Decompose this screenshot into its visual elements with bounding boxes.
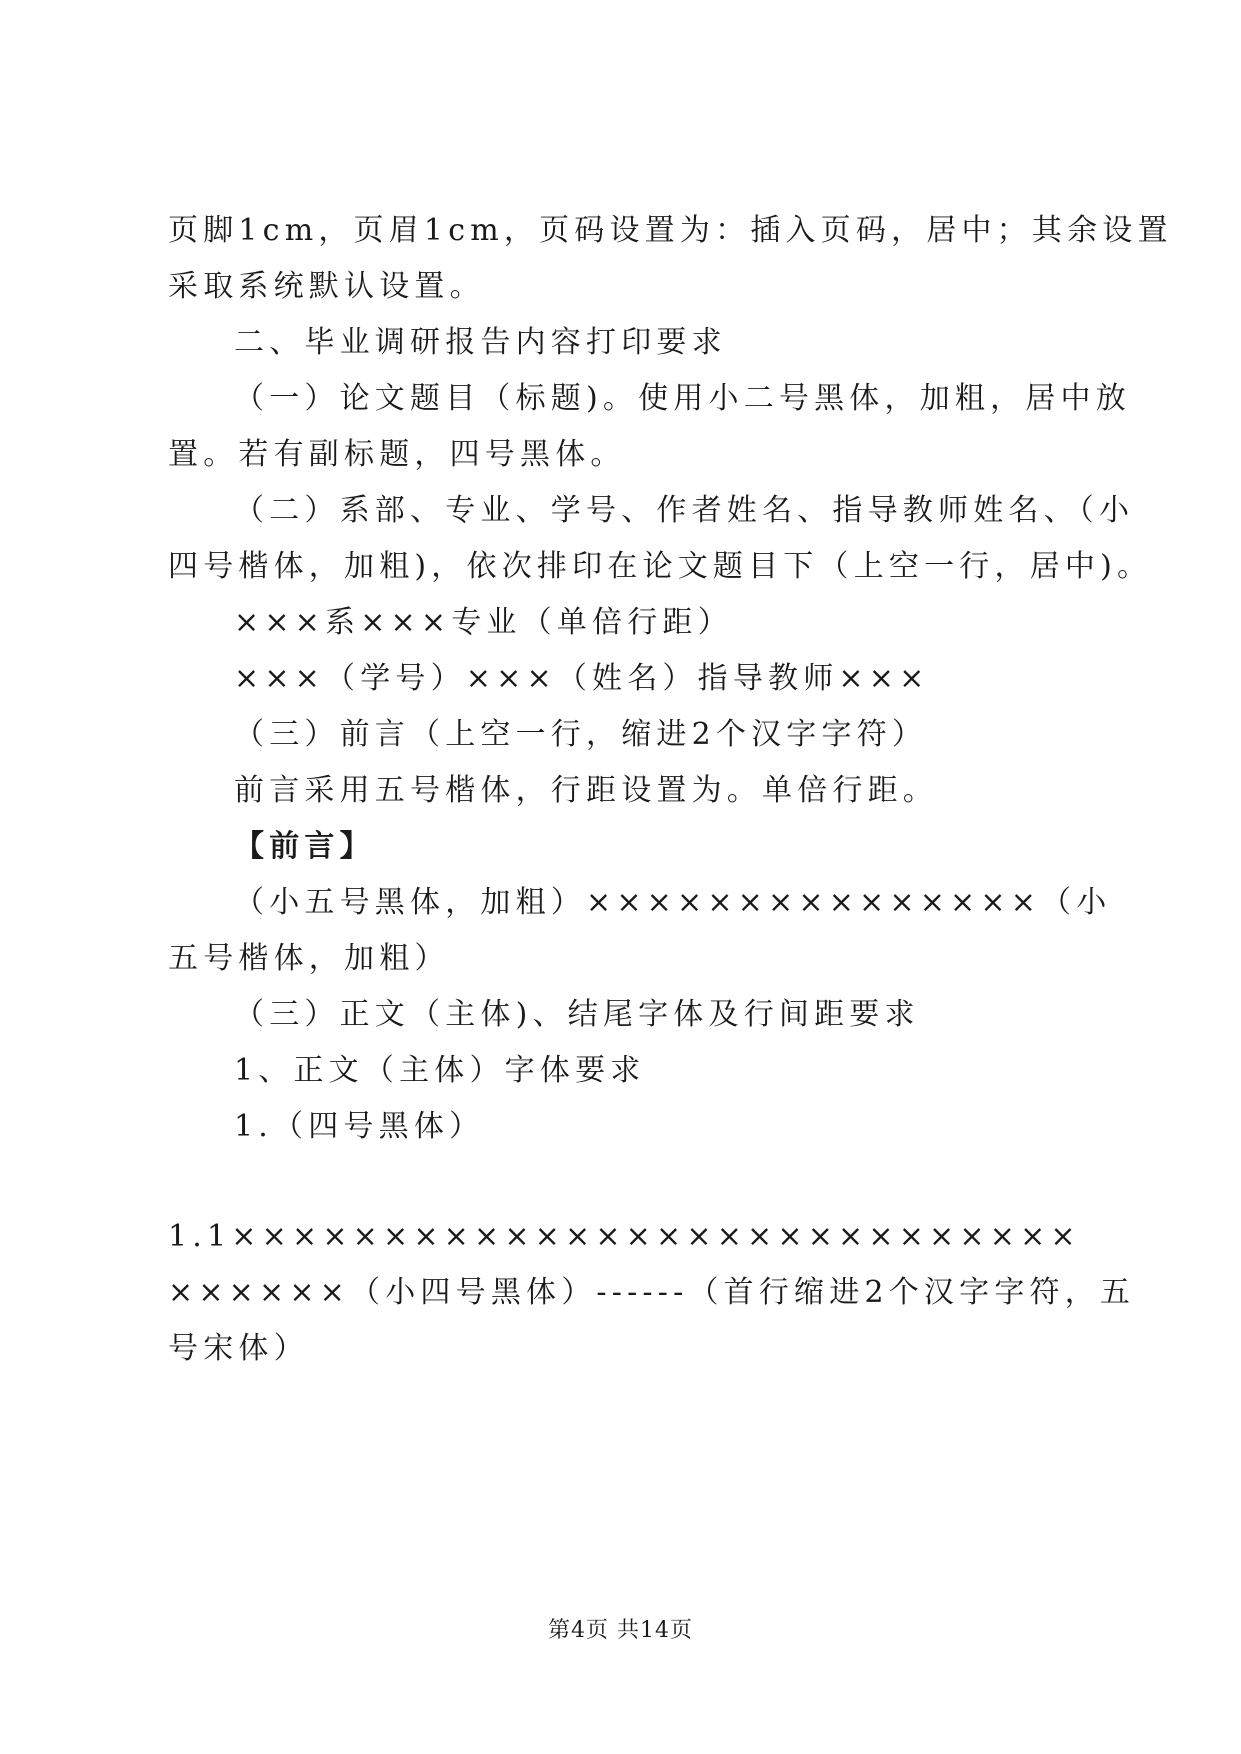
subsection-heading: （三）前言（上空一行，缩进2个汉字字符） [234, 717, 928, 752]
paragraph-line: （一）论文题目（标题)。使用小二号黑体，加粗，居中放 [234, 381, 1131, 416]
paragraph-line: 号宋体） [168, 1331, 309, 1366]
paragraph-line: 页脚1cm，页眉1cm，页码设置为：插入页码，居中；其余设置 [168, 213, 1173, 248]
paragraph-line: 五号楷体，加粗） [168, 941, 450, 976]
paragraph-line: （小五号黑体，加粗）×××××××××××××××（小 [234, 885, 1112, 920]
paragraph-line: 1.（四号黑体） [234, 1109, 485, 1144]
example-line: ×××系×××专业（单倍行距） [234, 605, 733, 640]
paragraph-line: ××××××（小四号黑体）------（首行缩进2个汉字字符，五 [168, 1275, 1136, 1310]
example-line: ×××（学号）×××（姓名）指导教师××× [234, 661, 930, 696]
paragraph-line: 前言采用五号楷体，行距设置为。单倍行距。 [234, 773, 938, 808]
paragraph-line: 1.1×××××××××××××××××××××××××××× [168, 1219, 1081, 1254]
paragraph-line: 置。若有副标题，四号黑体。 [168, 437, 626, 472]
paragraph-line: 四号楷体，加粗)，依次排印在论文题目下（上空一行，居中)。 [168, 549, 1153, 584]
paragraph-line: 采取系统默认设置。 [168, 269, 485, 304]
page-number-footer: 第4页 共14页 [548, 1618, 693, 1643]
preface-label: 【前言】 [234, 829, 375, 864]
paragraph-line: 1、正文（主体）字体要求 [234, 1053, 646, 1088]
section-heading: 二、毕业调研报告内容打印要求 [234, 325, 727, 360]
paragraph-line: （二）系部、专业、学号、作者姓名、指导教师姓名、（小 [234, 493, 1135, 528]
subsection-heading: （三）正文（主体)、结尾字体及行间距要求 [234, 997, 920, 1032]
